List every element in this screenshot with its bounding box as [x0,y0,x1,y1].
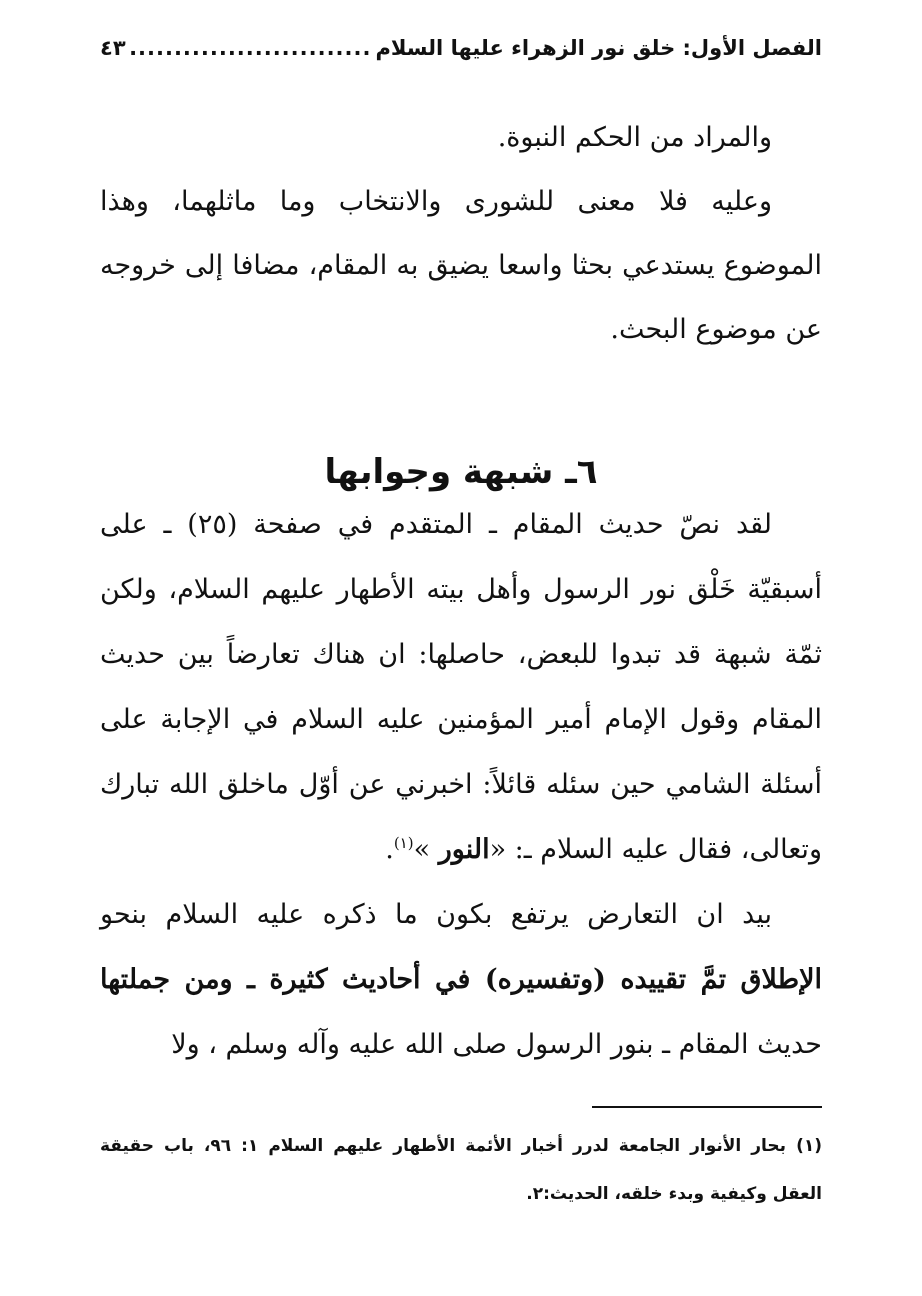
footnote-separator [592,1106,822,1108]
intro-text [100,106,822,362]
quote-close: » [413,834,439,865]
paragraph-2-bold-text: الإطلاق تمَّ تقييده (وتفسيره) في أحاديث كثيرة ـ ومن جملتها [100,964,822,995]
intro-paragraph-1: والمراد من الحكم النبوة. [497,122,772,153]
quote-word: النور [438,834,490,865]
footnote-reference: (١) [393,834,414,852]
section-body [100,492,822,1077]
page-number: ٤٣ [100,36,126,60]
section-paragraph-1 [100,492,822,882]
paragraph-2-text-start: بيد ان التعارض يرتفع بكون ما ذكره عليه السلام بنحو [100,899,772,930]
section-paragraph-2 [100,882,822,1077]
intro-paragraph-2: وعليه فلا معنى للشورى والانتخاب وما ماثلهما، وهذا الموضوع يستدعي بحثا واسعا يضيق به المقام، مضافا إلى خروجه عن موضوع البحث. [100,186,822,345]
footnotes [100,1122,822,1218]
section-heading: ٦ـ شبهة وجوابها [324,452,598,493]
leader-dots [130,36,372,60]
paragraph-1-text: لقد نصّ حديث المقام ـ المتقدم في صفحة (٢٥) ـ على أسبقيّة خَلْق نور الرسول وأهل بيته الأطهار عليهم السلام، ولكن ثمّة شبهة قد تبدوا للبعض، حاصلها: ان هناك تعارضاً بين حديث المقام وقول الإمام أمير المؤمنين عليه السلام في الإجابة على أسئلة الشامي حين سئله قائلاً: اخبرني عن أوّل ماخلق الله تبارك وتعالى، فقال عليه السلام ـ: « [100,509,822,865]
running-header [100,36,822,76]
chapter-title: الفصل الأول: خلق نور الزهراء عليها السلام [375,36,822,60]
paragraph-2-text-end: حديث المقام ـ بنور الرسول صلى الله عليه وآله وسلم ، ولا [171,1029,822,1060]
paragraph-1-end: . [385,834,394,865]
footnote-1: (١) بحار الأنوار الجامعة لدرر أخبار الأئمة الأطهار عليهم السلام ١: ٩٦، باب حقيقة العقل وكيفية وبدء خلقه، الحديث:٢. [100,1136,823,1204]
